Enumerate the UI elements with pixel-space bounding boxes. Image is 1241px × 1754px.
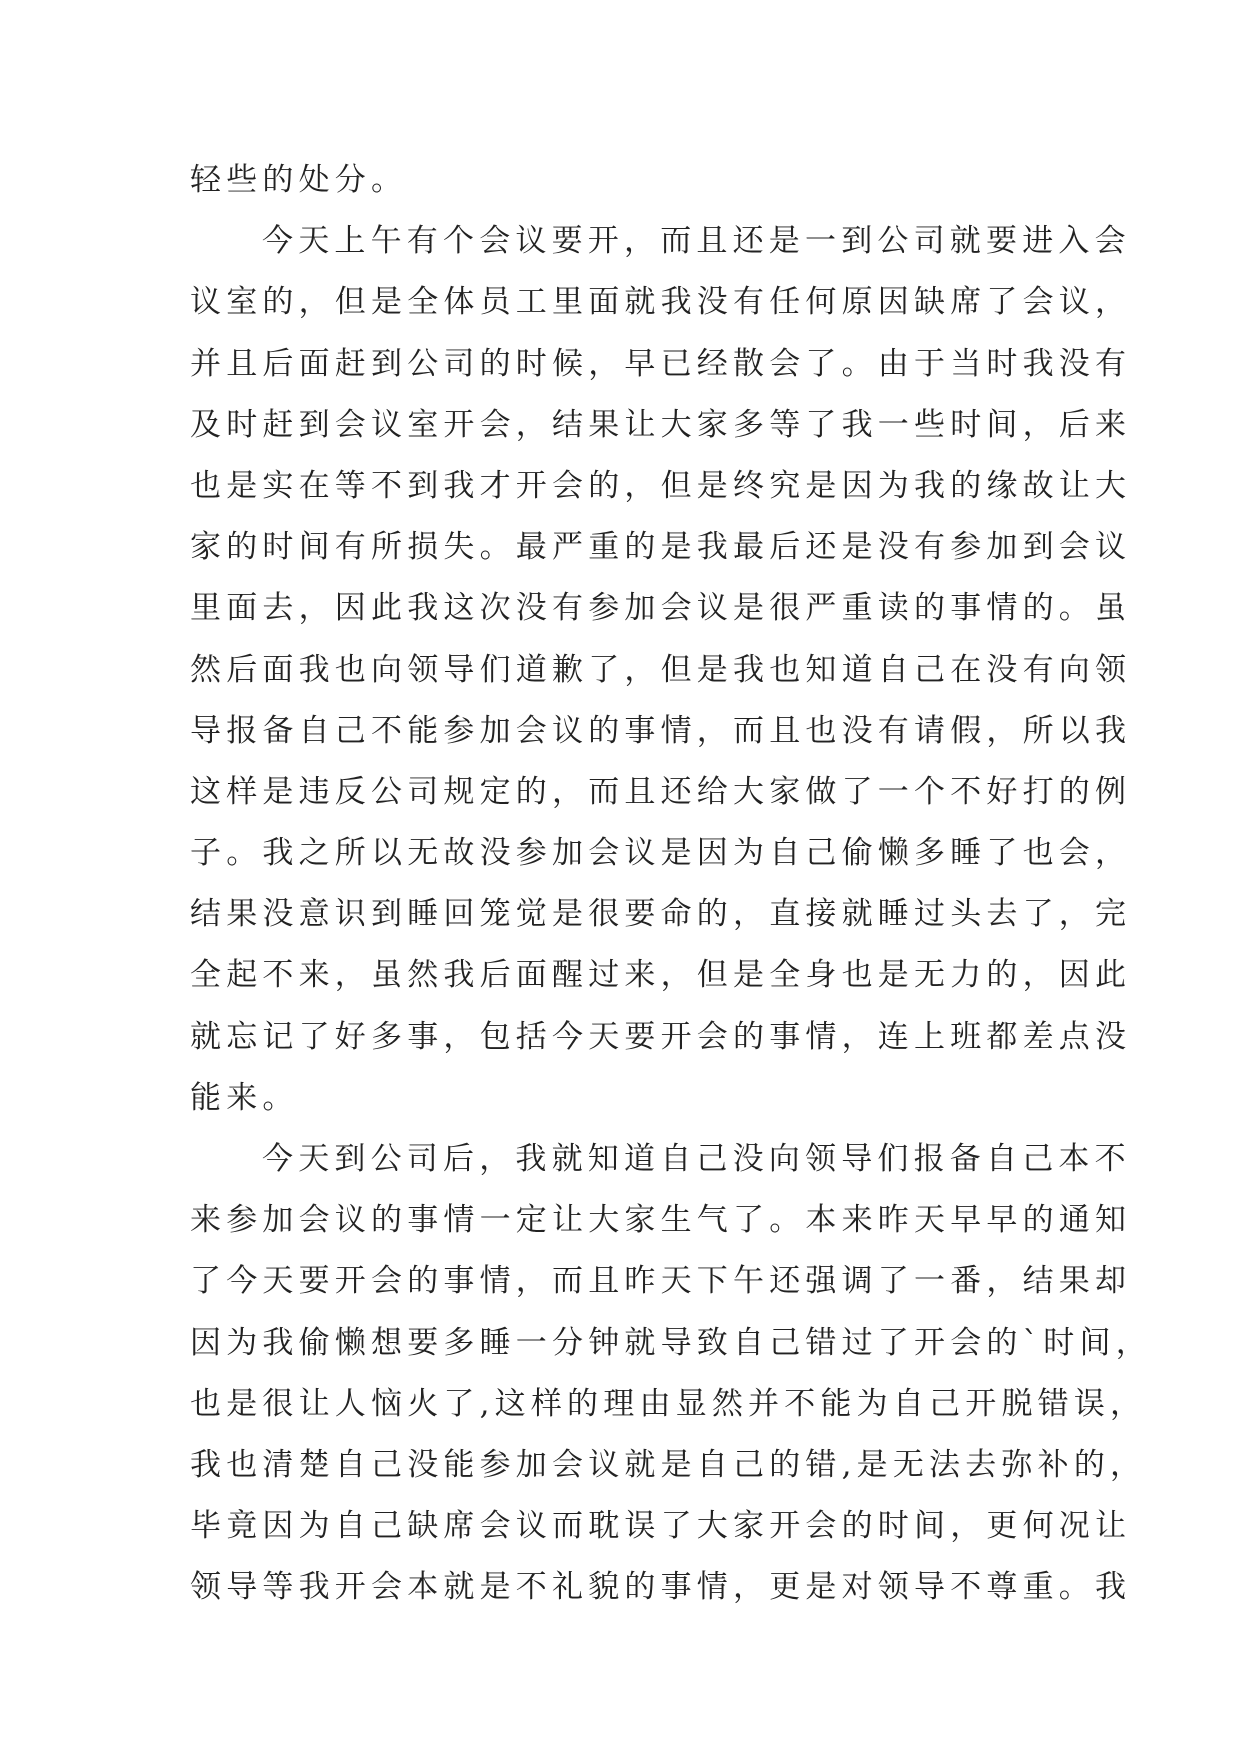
text-line: 结果没意识到睡回笼觉是很要命的，直接就睡过头去了，完 <box>190 896 1132 933</box>
text-line: 议室的，但是全体员工里面就我没有任何原因缺席了会议， <box>190 284 1132 321</box>
text-line: 毕竟因为自己缺席会议而耽误了大家开会的时间，更何况让 <box>190 1508 1132 1545</box>
text-line: 了今天要开会的事情，而且昨天下午还强调了一番，结果却 <box>190 1263 1132 1300</box>
text-line: 这样是违反公司规定的，而且还给大家做了一个不好打的例 <box>190 773 1132 810</box>
text-line: 子。我之所以无故没参加会议是因为自己偷懒多睡了也会， <box>190 835 1132 872</box>
text-line: 能来。 <box>190 1079 299 1116</box>
text-line: 今天上午有个会议要开，而且还是一到公司就要进入会 <box>262 223 1131 260</box>
text-line: 我也清楚自己没能参加会议就是自己的错,是无法去弥补的， <box>190 1446 1147 1483</box>
text-line: 及时赶到会议室开会，结果让大家多等了我一些时间，后来 <box>190 406 1132 443</box>
text-line: 因为我偷懒想要多睡一分钟就导致自己错过了开会的`时间， <box>190 1324 1152 1361</box>
text-line: 领导等我开会本就是不礼貌的事情，更是对领导不尊重。我 <box>190 1569 1132 1606</box>
text-line: 来参加会议的事情一定让大家生气了。本来昨天早早的通知 <box>190 1202 1132 1239</box>
text-line: 里面去，因此我这次没有参加会议是很严重读的事情的。虽 <box>190 590 1132 627</box>
text-line: 然后面我也向领导们道歉了，但是我也知道自己在没有向领 <box>190 651 1132 688</box>
text-line: 就忘记了好多事，包括今天要开会的事情，连上班都差点没 <box>190 1018 1132 1055</box>
document-body <box>190 150 1152 1619</box>
text-line: 今天到公司后，我就知道自己没向领导们报备自己本不 <box>262 1141 1131 1177</box>
text-line: 家的时间有所损失。最严重的是我最后还是没有参加到会议 <box>190 529 1132 566</box>
text-line: 也是实在等不到我才开会的，但是终究是因为我的缘故让大 <box>190 467 1132 504</box>
text-line: 并且后面赶到公司的时候，早已经散会了。由于当时我没有 <box>190 345 1132 382</box>
text-line: 轻些的处分。 <box>190 162 408 198</box>
text-line: 导报备自己不能参加会议的事情，而且也没有请假，所以我 <box>190 712 1132 749</box>
text-line: 也是很让人恼火了,这样的理由显然并不能为自己开脱错误， <box>190 1385 1147 1422</box>
text-line: 全起不来，虽然我后面醒过来，但是全身也是无力的，因此 <box>190 957 1132 994</box>
